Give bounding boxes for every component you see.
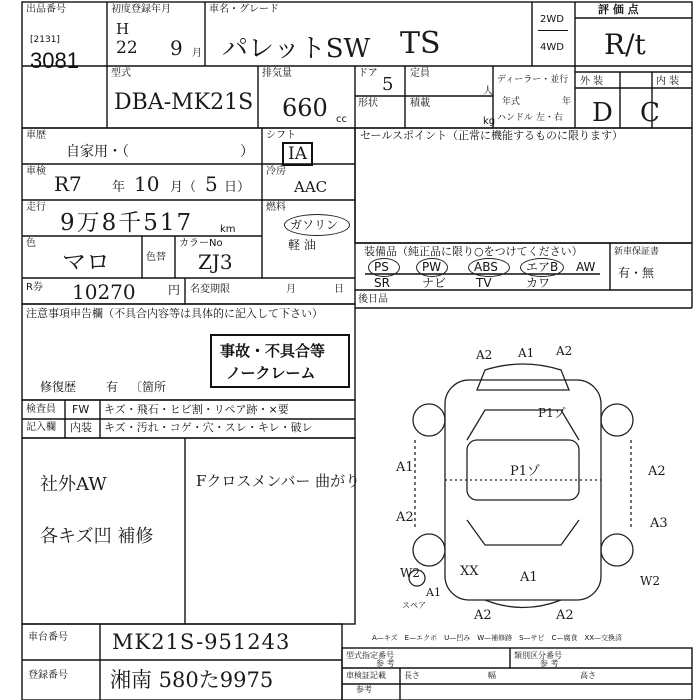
name-change-month: 月 [286,284,296,295]
mark-rear-right-w2: W2 [640,574,660,588]
stamp-line1: 事故・不具合等 [220,342,326,360]
lot-code: [2131] [30,35,60,45]
dealer-label: ディーラー・並行 [497,75,569,85]
car-rear-window [467,520,579,545]
mark-left-a1: A1 [396,460,414,475]
year-label: 年式 [502,97,521,107]
reg-year: 22 [116,38,138,58]
plate-label: 登録番号 [28,670,68,681]
recycle-amount: 10270 [72,280,136,304]
reg-month: 9 [170,36,183,60]
mileage-unit: km [220,224,236,235]
mark-rear-left-w2: W2 [400,566,420,580]
shift-value: IA [282,142,313,166]
color-change-label: 色替 [146,252,166,263]
mileage-label: 走行 [26,202,46,213]
int-score: C [640,98,660,128]
width-label: 幅 [488,671,496,680]
mark-rear-a1: A1 [520,570,538,585]
inspector-label2: 記入欄 [26,422,56,433]
equip-airbag-circle [520,258,564,277]
car-front-bumper [477,364,569,390]
inspection-month: 10 [134,172,160,196]
lot-label: 出品番号 [26,4,66,15]
spare-label: スペア [402,601,426,610]
int-inspect-items: キズ・汚れ・コゲ・穴・スレ・キレ・破レ [104,421,313,434]
handle-label: ハンドル 左・右 [497,113,563,123]
repair-value: 有 [106,380,119,394]
mark-right-a3: A3 [650,516,668,531]
inspection-year-unit: 年 [112,180,126,195]
name-change-label: 名変期限 [190,284,230,295]
model-value: DBA-MK21S [114,90,254,115]
type-designation-ref: 参 考 [376,659,395,668]
reg-month-unit: 月 [192,48,202,59]
score-label: 評 価 点 [598,3,639,16]
inspection-month-unit: 月（ [170,180,197,195]
grade: TS [400,26,441,61]
mark-spare-a1: A1 [426,586,441,599]
color-label: 色 [26,238,36,249]
color-code-label: カラーNo [179,238,223,249]
equip-ps: PS [374,260,389,274]
mark-rear-xx: XX [460,564,479,579]
shape-label: 形状 [358,98,378,109]
name-change-day: 日 [334,284,344,295]
equip-airbag: エアB [526,260,559,274]
wheel-rear-left [413,534,445,566]
repair-label: 修復歴 [40,380,77,394]
car-name-label: 車名・グレード [209,4,279,15]
equip-pw-circle [416,258,448,277]
car-damage-diagram [355,340,692,640]
mark-rear-a2-right: A2 [556,608,574,623]
int-label: 内 装 [656,76,680,87]
year-unit: 年 [562,97,572,107]
drive-4wd: 4WD [540,42,564,53]
no-claim-stamp [210,334,350,388]
first-reg-label: 初度登録年月 [111,4,171,15]
displacement-label: 排気量 [262,68,292,79]
sales-point-label: セールスポイント（正常に機能するものに限ります） [360,129,624,142]
mark-left-a2: A2 [396,510,414,525]
usage-close: ） [240,144,254,160]
notes-label: 注意事項申告欄（不具合内容等は具体的に記入して下さい） [26,307,323,320]
person-unit: 人 [483,86,493,97]
length-label: 長さ [404,671,420,680]
inspection-day-unit: 日） [224,180,251,195]
car-rear-bumper [485,600,561,608]
chassis-label: 車台番号 [28,632,68,643]
new-car-value: 有・無 [618,266,655,280]
displacement-value: 660 [282,94,328,122]
equip-abs: ABS [474,260,498,274]
load-label: 積載 [410,98,430,109]
ext-label: 外 装 [580,76,604,87]
equip-tv: TV [476,276,492,290]
ext-score: D [592,98,613,128]
int-inspect-label: 内装 [70,421,92,434]
category-number-ref: 参 考 [540,659,559,668]
note-aftermarket-wheels: 社外AW [40,474,107,495]
drive-divider [538,30,568,31]
fuel-diesel: 軽 油 [288,238,316,252]
equip-abs-circle [468,258,510,277]
height-label: 高さ [580,671,596,680]
inspector-label1: 検査員 [26,404,56,415]
mark-front-a1: A1 [518,346,535,360]
usage-text: 自家用・（ [66,144,129,160]
mark-roof-paint: P1ゾ [510,464,541,479]
equip-leather: カワ [526,276,551,290]
repair-suffix: 〔箇所 [130,380,167,394]
cc-unit: cc [336,114,347,125]
fuel-gasoline-circle [284,214,350,236]
equip-ps-circle [368,258,400,277]
shift-label: シフト [266,130,296,141]
inspection-era: R7 [54,172,82,196]
equipment-label: 装備品（純正品に限り○をつけてください） [364,245,583,258]
chassis-number: MK21S-951243 [112,630,291,654]
note-dent-repair: 各キズ凹 補修 [40,526,154,547]
mark-rear-a2-left: A2 [474,608,492,623]
score-value: R/t [604,28,646,61]
ac-label: 冷房 [266,166,286,177]
mark-right-a2: A2 [648,464,666,479]
wheel-front-left [413,404,445,436]
mark-front-a2-left: A2 [476,348,493,362]
fuel-label: 燃料 [266,202,286,213]
stamp-line2: ノークレーム [226,364,316,382]
wheel-rear-right [601,534,633,566]
mark-hood-paint: P1ゾ [538,406,566,420]
reg-era: H [116,20,130,38]
fw-label: FW [72,403,90,416]
equip-aw: AW [576,260,596,274]
fuel-gasoline: ガソリン [290,218,339,232]
note-crossmember: Fクロスメンバー 曲がり [196,472,361,490]
lot-number: 3081 [30,48,79,73]
plate-number: 湘南 580た9975 [110,668,274,692]
ac-value: AAC [294,178,328,196]
drive-2wd: 2WD [540,14,564,25]
equip-sr: SR [374,276,390,290]
car-name: パレットSW [222,34,371,64]
category-number-label: 類別区分番号 [514,651,562,660]
doors-value: 5 [382,74,394,95]
color-value: マロ [62,248,110,276]
doors-label: ドア [358,68,378,79]
cert-ref: 参考 [356,685,372,694]
color-code-value: ZJ3 [198,250,233,274]
equip-pw: PW [422,260,442,274]
kg-unit: kg [483,116,496,127]
mileage-value: 9万8千517 [60,210,194,236]
usage-label: 車歴 [26,130,46,141]
cert-label: 車検証記載 [346,671,386,680]
inspection-day: 5 [205,172,218,196]
type-designation-label: 型式指定番号 [346,651,394,660]
recycle-unit: 円 [168,283,181,297]
fw-items: キズ・飛石・ヒビ割・リペア跡・×要 [104,403,289,416]
wheel-front-right [601,404,633,436]
capacity-label: 定員 [410,68,430,79]
recycle-label: R券 [26,282,43,293]
damage-legend: A—キズ E—エクボ U—凹み W—補修跡 S—サビ C—腐食 XX—交換済 [372,634,623,642]
equip-navi: ナビ [422,276,447,290]
after-label: 後日品 [358,294,388,305]
model-label: 型式 [111,68,131,79]
mark-front-a2-right: A2 [556,344,573,358]
new-car-label: 新車保証書 [614,247,660,257]
inspection-label: 車検 [26,166,46,177]
